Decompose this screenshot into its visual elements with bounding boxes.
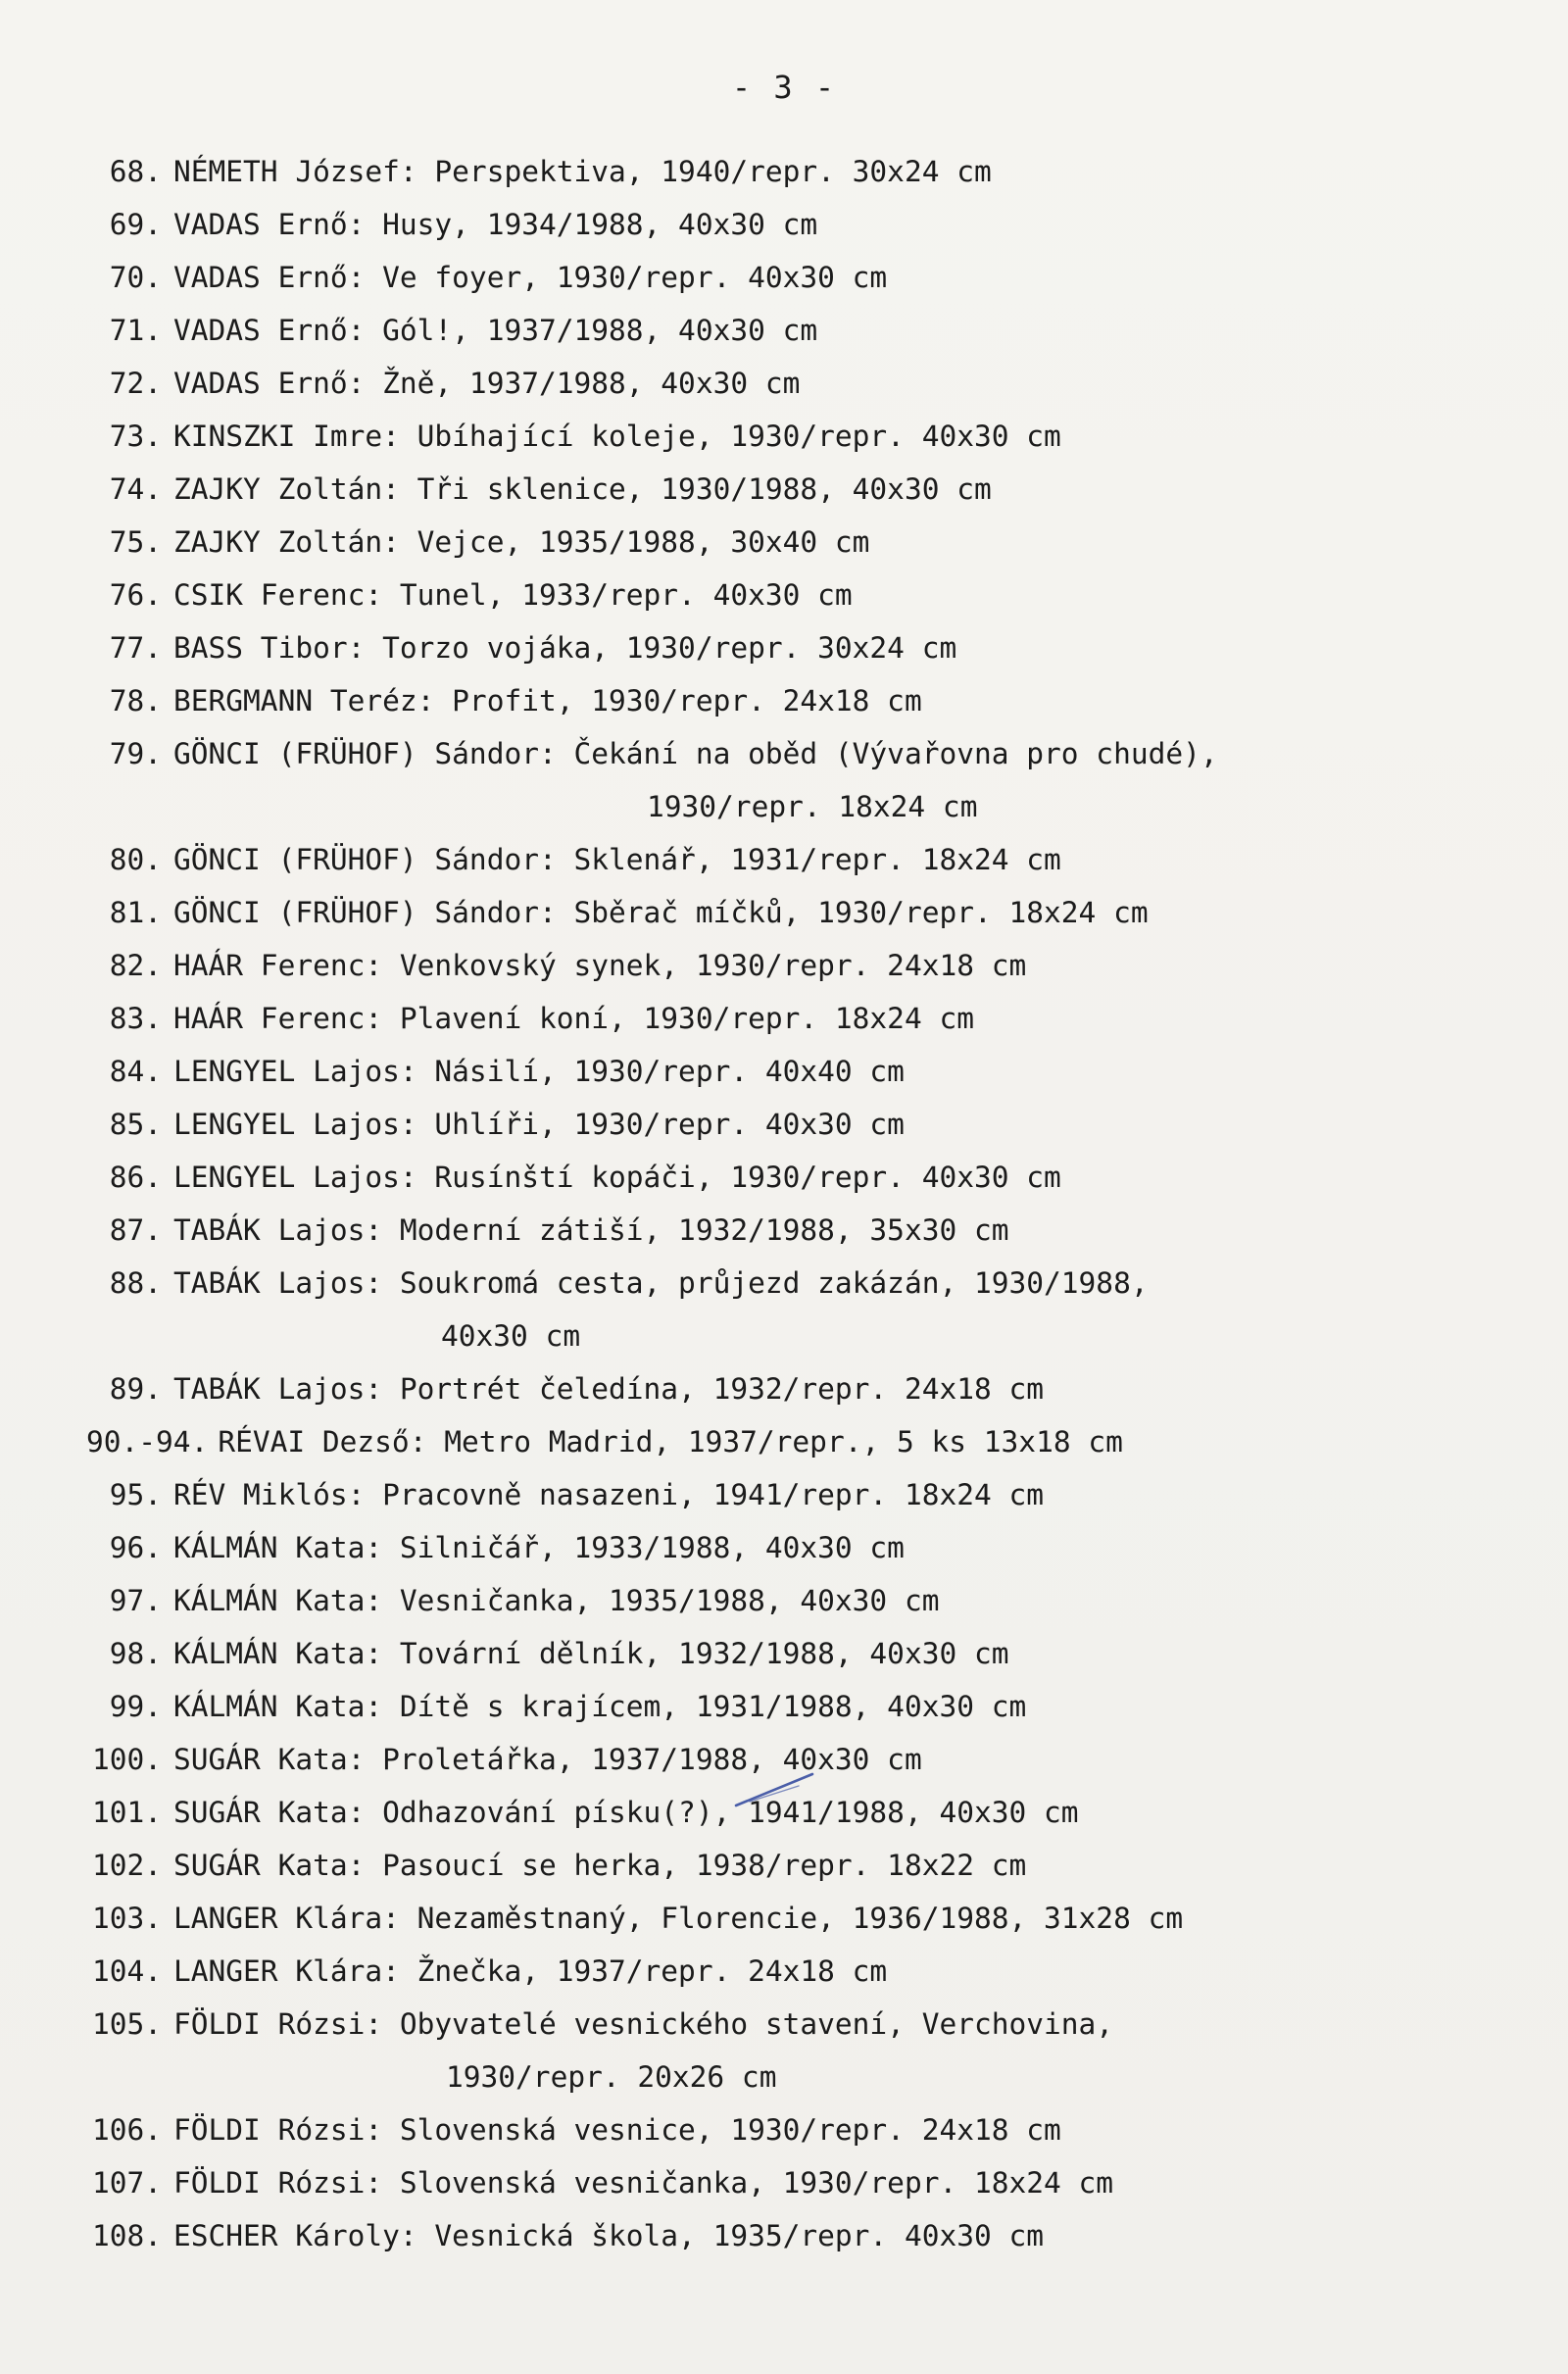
list-item xyxy=(69,1627,1519,1680)
item-number: 101. xyxy=(91,1796,162,1829)
item-number: 70. xyxy=(109,261,162,294)
item-number: 87. xyxy=(109,1213,162,1247)
item-text: GÖNCI (FRÜHOF) Sándor: Sklenář, 1931/repr. 18x24 cm xyxy=(173,843,1061,876)
list-item xyxy=(69,1204,1519,1257)
item-text: ESCHER Károly: Vesnická škola, 1935/repr. 40x30 cm xyxy=(173,2219,1045,2252)
item-number: 108. xyxy=(91,2219,162,2252)
item-text: KÁLMÁN Kata: Dítě s krajícem, 1931/1988, 40x30 cm xyxy=(173,1690,1027,1723)
item-number: 97. xyxy=(109,1584,162,1617)
item-number: 75. xyxy=(109,525,162,559)
item-number: 81. xyxy=(109,896,162,929)
item-text: KÁLMÁN Kata: Vesničanka, 1935/1988, 40x30 cm xyxy=(173,1584,940,1617)
list-item xyxy=(69,939,1519,992)
list-item xyxy=(69,198,1519,251)
item-text: KÁLMÁN Kata: Tovární dělník, 1932/1988, 40x30 cm xyxy=(173,1637,1009,1670)
item-number: 80. xyxy=(109,843,162,876)
item-number: 88. xyxy=(109,1266,162,1300)
list-item xyxy=(69,1786,1519,1839)
item-number: 104. xyxy=(91,1954,162,1988)
item-text: SUGÁR Kata: Odhazování písku(?), 1941/1988, 40x30 cm xyxy=(173,1796,1079,1829)
item-number: 72. xyxy=(109,367,162,400)
item-number: 86. xyxy=(109,1161,162,1194)
list-item xyxy=(69,410,1519,463)
item-number: 71. xyxy=(109,314,162,347)
item-text: LENGYEL Lajos: Uhlíři, 1930/repr. 40x30 cm xyxy=(173,1108,905,1141)
item-number: 79. xyxy=(109,737,162,770)
item-text: SUGÁR Kata: Pasoucí se herka, 1938/repr. 18x22 cm xyxy=(173,1849,1027,1882)
item-text: VADAS Ernő: Husy, 1934/1988, 40x30 cm xyxy=(173,208,818,241)
item-number: 103. xyxy=(91,1902,162,1935)
item-text: ZAJKY Zoltán: Vejce, 1935/1988, 30x40 cm xyxy=(173,525,870,559)
item-text: ZAJKY Zoltán: Tři sklenice, 1930/1988, 40x30 cm xyxy=(173,472,992,506)
list-item xyxy=(69,1257,1519,1362)
item-text: LENGYEL Lajos: Rusínští kopáči, 1930/repr. 40x30 cm xyxy=(173,1161,1061,1194)
item-text: RÉV Miklós: Pracovně nasazeni, 1941/repr. 18x24 cm xyxy=(173,1478,1045,1511)
item-text: GÖNCI (FRÜHOF) Sándor: Čekání na oběd (Vývařovna pro chudé), xyxy=(173,737,1218,770)
list-item xyxy=(69,1574,1519,1627)
item-text: VADAS Ernő: Ve foyer, 1930/repr. 40x30 cm xyxy=(173,261,888,294)
list-item xyxy=(69,1521,1519,1574)
item-number: 85. xyxy=(109,1108,162,1141)
item-text: NÉMETH József: Perspektiva, 1940/repr. 30x24 cm xyxy=(173,155,992,188)
list-item xyxy=(69,1098,1519,1151)
item-text: KINSZKI Imre: Ubíhající koleje, 1930/repr. 40x30 cm xyxy=(173,420,1061,453)
item-number: 95. xyxy=(109,1478,162,1511)
item-number: 69. xyxy=(109,208,162,241)
list-item xyxy=(69,727,1519,833)
list-item xyxy=(69,674,1519,727)
item-text: SUGÁR Kata: Proletářka, 1937/1988, 40x30 cm xyxy=(173,1743,922,1776)
item-text: RÉVAI Dezső: Metro Madrid, 1937/repr., 5 ks 13x18 cm xyxy=(218,1425,1123,1459)
list-item xyxy=(69,833,1519,886)
item-number: 76. xyxy=(109,578,162,612)
list-item xyxy=(69,886,1519,939)
list-item xyxy=(69,992,1519,1045)
item-number: 96. xyxy=(109,1531,162,1564)
list-item xyxy=(69,1362,1519,1415)
item-number: 106. xyxy=(91,2113,162,2147)
list-item xyxy=(69,621,1519,674)
item-number: 77. xyxy=(109,631,162,665)
item-text: BASS Tibor: Torzo vojáka, 1930/repr. 30x24 cm xyxy=(173,631,957,665)
list-item xyxy=(69,2156,1519,2209)
item-number: 90.-94. xyxy=(86,1425,209,1459)
list-item xyxy=(69,304,1519,357)
list-item xyxy=(69,357,1519,410)
item-number: 89. xyxy=(109,1372,162,1406)
list-item xyxy=(69,1468,1519,1521)
list-item xyxy=(69,1733,1519,1786)
item-text: TABÁK Lajos: Portrét čeledína, 1932/repr. 24x18 cm xyxy=(173,1372,1045,1406)
item-text: TABÁK Lajos: Soukromá cesta, průjezd zakázán, 1930/1988, xyxy=(173,1266,1149,1300)
item-number: 100. xyxy=(91,1743,162,1776)
item-number: 99. xyxy=(109,1690,162,1723)
list-item xyxy=(69,1892,1519,1945)
list-item xyxy=(69,1945,1519,1998)
item-number: 68. xyxy=(109,155,162,188)
list-item xyxy=(69,1045,1519,1098)
item-text: FÖLDI Rózsi: Obyvatelé vesnického stavení, Verchovina, xyxy=(173,2007,1114,2041)
item-text: LANGER Klára: Nezaměstnaný, Florencie, 1936/1988, 31x28 cm xyxy=(173,1902,1184,1935)
item-number: 73. xyxy=(109,420,162,453)
item-text: FÖLDI Rózsi: Slovenská vesnice, 1930/repr. 24x18 cm xyxy=(173,2113,1061,2147)
item-number: 74. xyxy=(109,472,162,506)
list-item xyxy=(69,463,1519,516)
item-text: LENGYEL Lajos: Násilí, 1930/repr. 40x40 cm xyxy=(173,1055,905,1088)
item-text: HAÁR Ferenc: Venkovský synek, 1930/repr. 24x18 cm xyxy=(173,949,1027,982)
list-item xyxy=(69,1680,1519,1733)
list-item xyxy=(69,1839,1519,1892)
item-number: 78. xyxy=(109,684,162,717)
item-number: 98. xyxy=(109,1637,162,1670)
item-text-continuation: 1930/repr. 18x24 cm xyxy=(647,790,978,823)
list-item xyxy=(69,1151,1519,1204)
item-number: 102. xyxy=(91,1849,162,1882)
list-item xyxy=(69,145,1519,198)
item-text: GÖNCI (FRÜHOF) Sándor: Sběrač míčků, 1930/repr. 18x24 cm xyxy=(173,896,1149,929)
list-item xyxy=(69,569,1519,621)
item-text: TABÁK Lajos: Moderní zátiší, 1932/1988, 35x30 cm xyxy=(173,1213,1009,1247)
item-text: HAÁR Ferenc: Plavení koní, 1930/repr. 18x24 cm xyxy=(173,1002,974,1035)
exhibit-list xyxy=(69,145,1519,2262)
item-number: 83. xyxy=(109,1002,162,1035)
item-number: 105. xyxy=(91,2007,162,2041)
item-text: VADAS Ernő: Žně, 1937/1988, 40x30 cm xyxy=(173,367,801,400)
item-text: LANGER Klára: Žnečka, 1937/repr. 24x18 cm xyxy=(173,1954,888,1988)
item-text: BERGMANN Teréz: Profit, 1930/repr. 24x18 cm xyxy=(173,684,922,717)
item-text: CSIK Ferenc: Tunel, 1933/repr. 40x30 cm xyxy=(173,578,853,612)
list-item xyxy=(69,2209,1519,2262)
item-text-continuation: 1930/repr. 20x26 cm xyxy=(446,2060,777,2094)
list-item xyxy=(69,2103,1519,2156)
item-number: 84. xyxy=(109,1055,162,1088)
list-item xyxy=(69,1415,1519,1468)
item-text: VADAS Ernő: Gól!, 1937/1988, 40x30 cm xyxy=(173,314,818,347)
item-number: 107. xyxy=(91,2166,162,2200)
list-item xyxy=(69,516,1519,569)
item-text-continuation: 40x30 cm xyxy=(441,1319,581,1353)
item-text: KÁLMÁN Kata: Silničář, 1933/1988, 40x30 cm xyxy=(173,1531,905,1564)
list-item xyxy=(69,1998,1519,2103)
item-text: FÖLDI Rózsi: Slovenská vesničanka, 1930/repr. 18x24 cm xyxy=(173,2166,1114,2200)
page-number: - 3 - xyxy=(731,69,837,106)
list-item xyxy=(69,251,1519,304)
item-number: 82. xyxy=(109,949,162,982)
